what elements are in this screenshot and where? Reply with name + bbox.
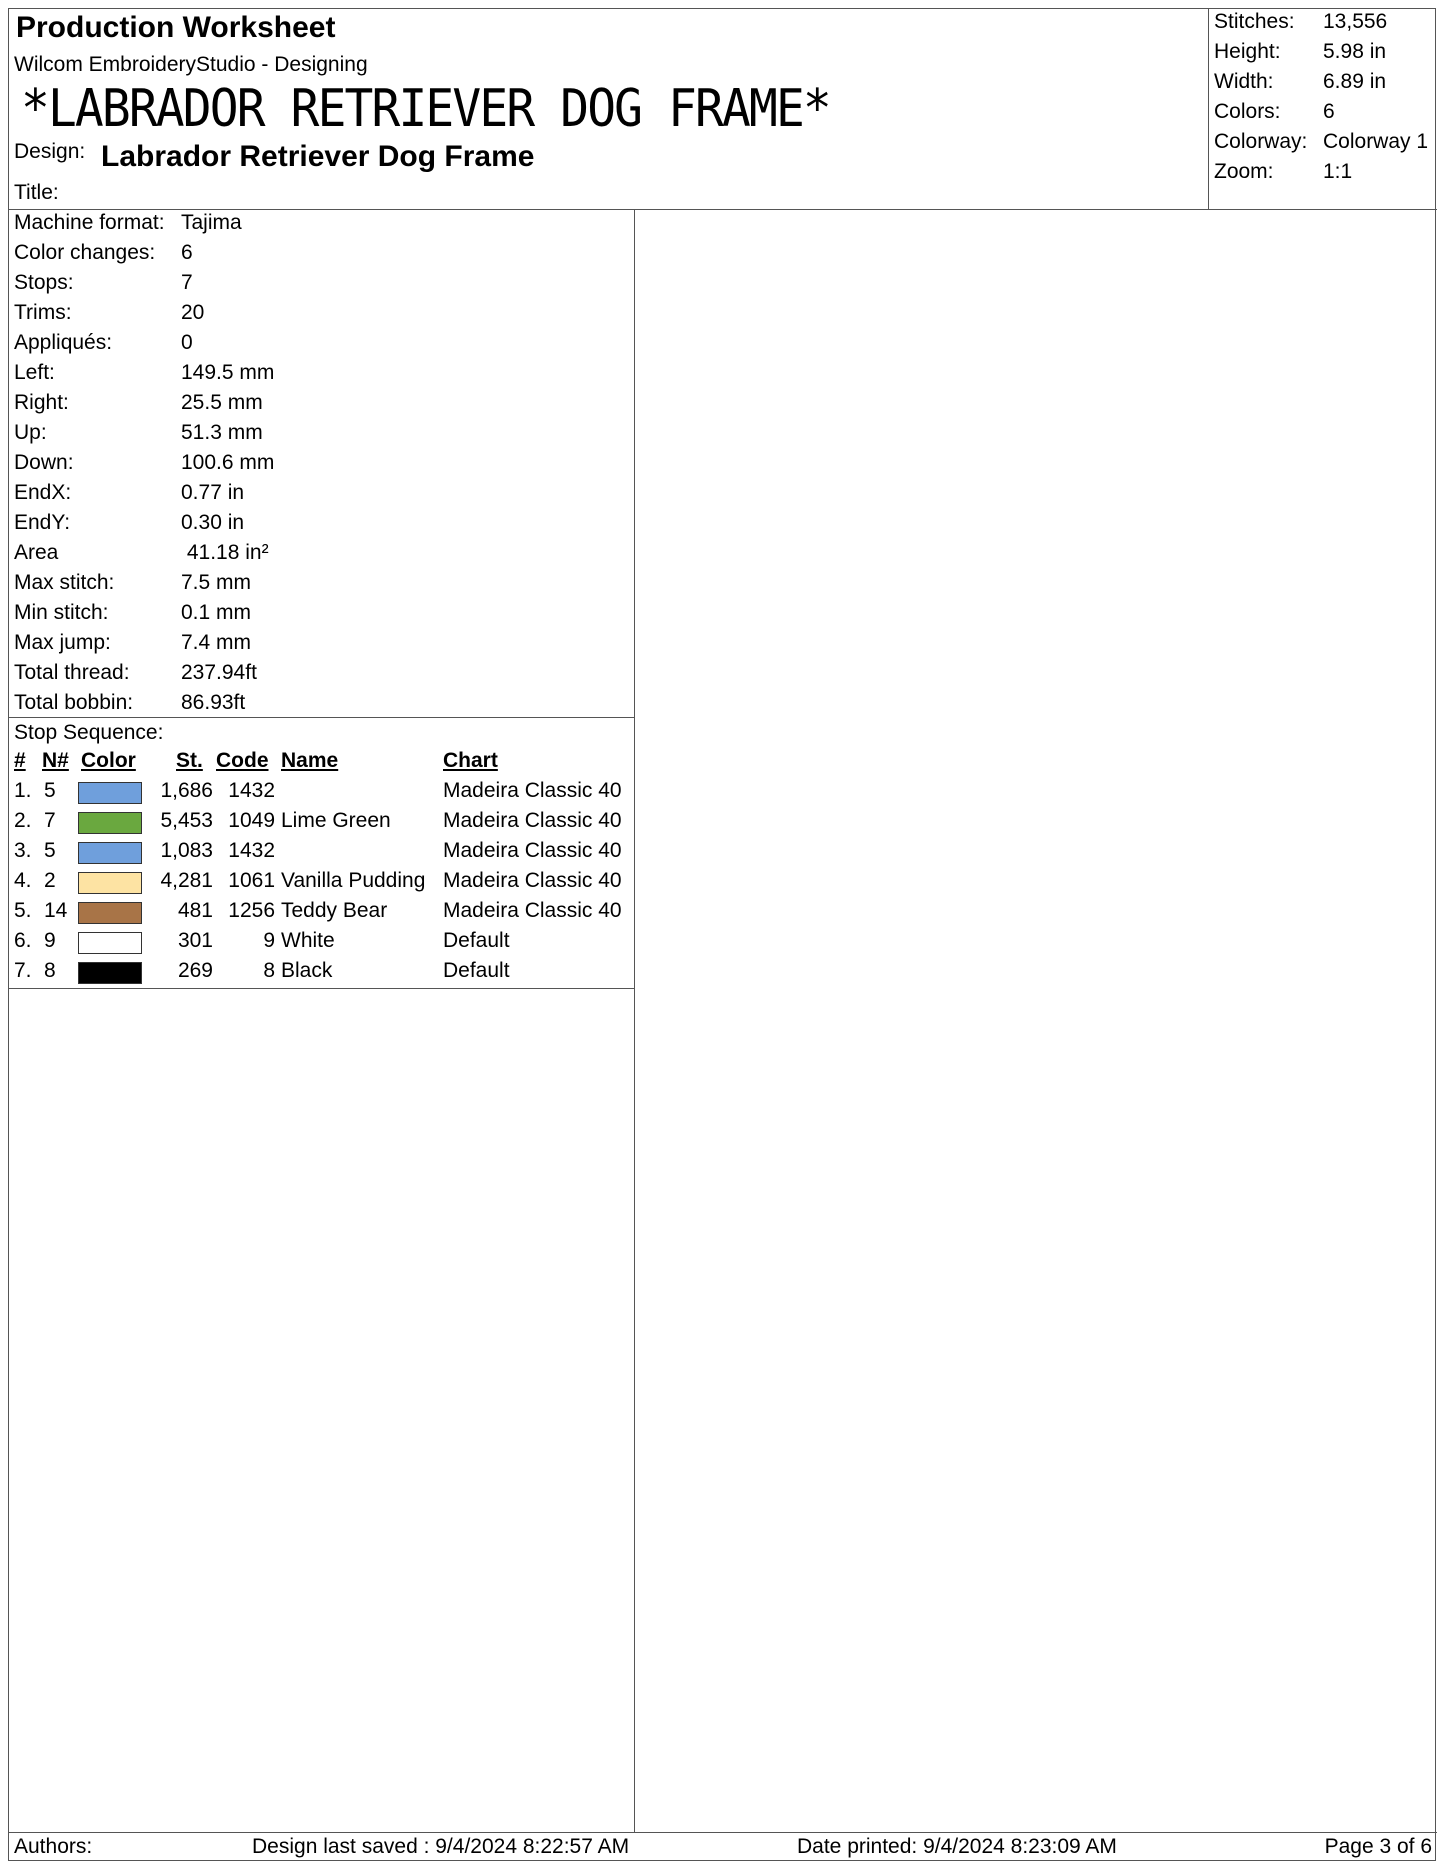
thread-chart: Madeira Classic 40 [443,809,622,832]
detail-value: 237.94ft [181,661,257,684]
stitch-count: 481 [177,899,213,922]
col-header-index: # [14,749,26,772]
thread-code: 1049 [228,809,275,832]
detail-row [9,241,635,271]
thread-name: Teddy Bear [281,899,388,922]
stop-row [9,899,635,929]
col-header-stitches: St. [176,749,203,772]
color-swatch [78,932,142,954]
needle-number: 5 [44,839,56,862]
thread-code: 8 [263,959,275,982]
col-header-needle: N# [42,749,69,772]
stat-width [1209,70,1438,100]
detail-value: 41.18 in² [181,541,269,564]
date-printed: Date printed: 9/4/2024 8:23:09 AM [797,1835,1117,1858]
stat-value: Colorway 1 [1323,130,1429,153]
design-preview-area [636,210,1437,1832]
needle-number: 14 [44,899,68,922]
application-name: Wilcom EmbroideryStudio - Designing [14,53,368,76]
color-swatch [78,902,142,924]
detail-label: Total thread: [14,661,130,684]
stat-label: Width: [1214,70,1274,93]
detail-value: 0.1 mm [181,601,252,624]
detail-label: Area [14,541,59,564]
stitch-count: 301 [177,929,213,952]
stitch-count: 1,083 [160,839,213,862]
needle-number: 9 [44,929,56,952]
color-swatch [78,872,142,894]
stat-value: 5.98 in [1323,40,1387,63]
detail-value: 0.30 in [181,511,245,534]
stat-value: 6.89 in [1323,70,1387,93]
thread-name: White [281,929,335,952]
design-label: Design: [14,140,86,163]
detail-label: EndX: [14,481,72,504]
stat-stitches [1209,10,1438,40]
color-swatch [78,842,142,864]
stop-row [9,959,635,989]
detail-value: 100.6 mm [181,451,275,474]
stop-row [9,779,635,809]
design-stats [1208,9,1437,210]
detail-value: 7.4 mm [181,631,252,654]
detail-row [9,271,635,301]
detail-row [9,541,635,571]
stat-label: Colorway: [1214,130,1308,153]
stat-value: 13,556 [1323,10,1388,33]
detail-row [9,511,635,541]
stat-value: 6 [1323,100,1335,123]
stat-colors [1209,100,1438,130]
thread-code: 1432 [228,839,275,862]
stop-index: 7. [14,959,32,982]
stat-value: 1:1 [1323,160,1353,183]
detail-row [9,331,635,361]
thread-code: 9 [263,929,275,952]
stop-index: 4. [14,869,32,892]
detail-label: Total bobbin: [14,691,134,714]
machine-details [9,210,635,718]
thread-code: 1432 [228,779,275,802]
detail-label: Trims: [14,301,72,324]
needle-number: 5 [44,779,56,802]
stop-index: 5. [14,899,32,922]
col-header-color: Color [81,749,136,772]
stat-zoom [1209,160,1438,190]
stop-row [9,839,635,869]
thread-chart: Madeira Classic 40 [443,839,622,862]
worksheet-title: Production Worksheet [16,11,336,44]
detail-value: 25.5 mm [181,391,263,414]
thread-code: 1256 [228,899,275,922]
stat-height [1209,40,1438,70]
header-info [9,9,1208,210]
detail-label: Max stitch: [14,571,115,594]
stop-row [9,929,635,959]
detail-label: Appliqués: [14,331,113,354]
stop-index: 3. [14,839,32,862]
stop-sequence [9,719,635,989]
thread-name: Vanilla Pudding [281,869,426,892]
detail-label: Right: [14,391,69,414]
stop-index: 1. [14,779,32,802]
stitch-count: 5,453 [160,809,213,832]
detail-label: EndY: [14,511,71,534]
detail-row [9,301,635,331]
detail-row [9,211,635,241]
design-last-saved: Design last saved : 9/4/2024 8:22:57 AM [252,1835,630,1858]
detail-row [9,571,635,601]
detail-row [9,661,635,691]
detail-value: Tajima [181,211,242,234]
thread-chart: Madeira Classic 40 [443,899,622,922]
stat-label: Colors: [1214,100,1281,123]
detail-row [9,691,635,721]
color-swatch [78,782,142,804]
detail-label: Down: [14,451,74,474]
page-number: Page 3 of 6 [1324,1835,1432,1858]
detail-row [9,481,635,511]
col-header-name: Name [281,749,339,772]
worksheet-left-column [9,210,635,1832]
detail-value: 51.3 mm [181,421,263,444]
thread-chart: Madeira Classic 40 [443,869,622,892]
detail-row [9,391,635,421]
needle-number: 2 [44,869,56,892]
stat-colorway [1209,130,1438,160]
stop-index: 2. [14,809,32,832]
stop-sequence-label: Stop Sequence: [14,721,164,744]
detail-label: Up: [14,421,47,444]
stop-index: 6. [14,929,32,952]
detail-label: Stops: [14,271,74,294]
detail-label: Max jump: [14,631,111,654]
thread-code: 1061 [228,869,275,892]
detail-row [9,631,635,661]
detail-value: 7 [181,271,193,294]
stat-label: Zoom: [1214,160,1274,183]
stitch-count: 1,686 [160,779,213,802]
production-worksheet [8,8,1436,1861]
thread-chart: Default [443,929,510,952]
detail-value: 0.77 in [181,481,245,504]
col-header-chart: Chart [443,749,498,772]
detail-label: Min stitch: [14,601,109,624]
design-name: Labrador Retriever Dog Frame [101,140,535,173]
detail-row [9,421,635,451]
title-label: Title: [14,181,59,204]
design-banner: *LABRADOR RETRIEVER DOG FRAME* [21,79,830,139]
color-swatch [78,812,142,834]
worksheet-header [9,9,1437,210]
worksheet-footer [9,1832,1437,1862]
stop-row [9,809,635,839]
detail-value: 6 [181,241,193,264]
detail-value: 7.5 mm [181,571,252,594]
detail-label: Machine format: [14,211,165,234]
detail-label: Left: [14,361,55,384]
detail-row [9,601,635,631]
detail-label: Color changes: [14,241,156,264]
stat-label: Stitches: [1214,10,1295,33]
detail-row [9,361,635,391]
needle-number: 8 [44,959,56,982]
thread-chart: Default [443,959,510,982]
needle-number: 7 [44,809,56,832]
thread-name: Black [281,959,333,982]
detail-value: 86.93ft [181,691,246,714]
detail-value: 149.5 mm [181,361,275,384]
stat-label: Height: [1214,40,1281,63]
color-swatch [78,962,142,984]
stitch-count: 269 [177,959,213,982]
col-header-code: Code [216,749,269,772]
stitch-count: 4,281 [160,869,213,892]
thread-chart: Madeira Classic 40 [443,779,622,802]
detail-row [9,451,635,481]
thread-name: Lime Green [281,809,391,832]
detail-value: 20 [181,301,205,324]
detail-value: 0 [181,331,193,354]
stop-row [9,869,635,899]
authors-label: Authors: [14,1835,93,1858]
